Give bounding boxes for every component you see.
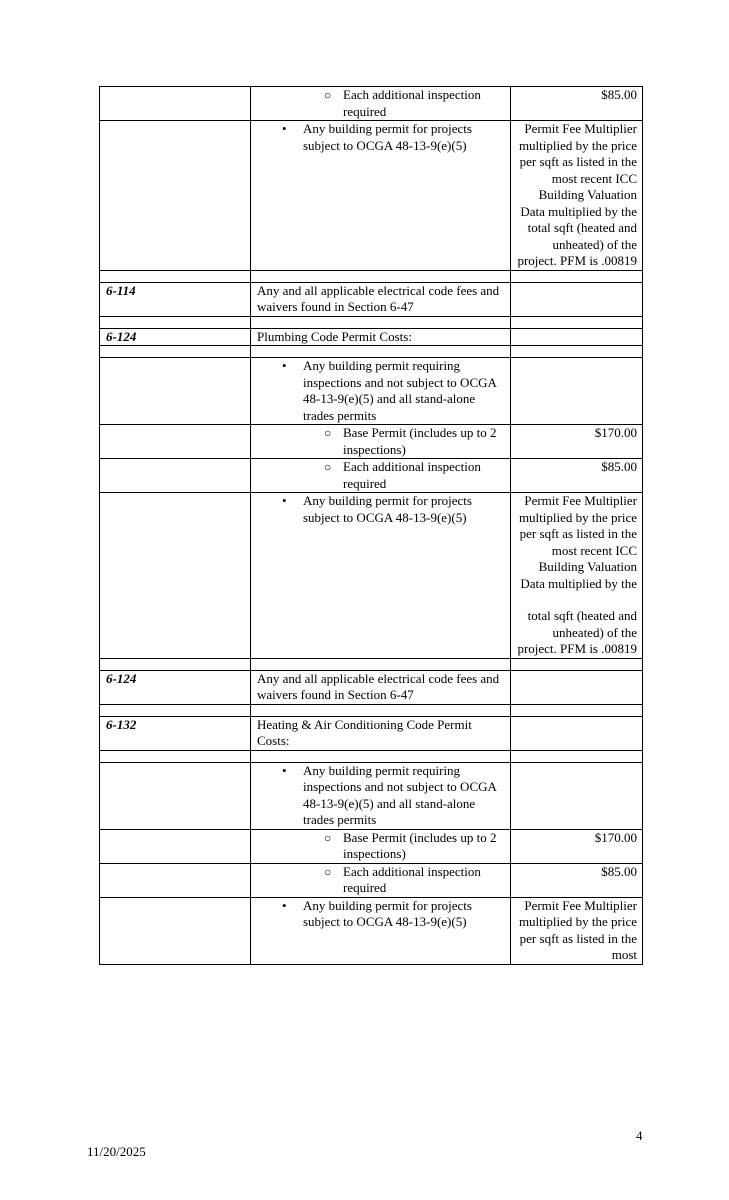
fee-cell	[511, 762, 643, 829]
fee-cell	[511, 358, 643, 425]
item-text: Any building permit for projects subject to OCGA 48-13-9(e)(5)	[303, 897, 472, 929]
code-cell	[100, 425, 251, 459]
item-text: Base Permit (includes up to 2 inspections)	[343, 829, 497, 861]
item-cell	[251, 863, 511, 897]
code-cell	[100, 87, 251, 121]
fee-cell: $170.00	[511, 425, 643, 459]
fee-cell: $85.00	[511, 863, 643, 897]
circle-bullet-icon: ○	[324, 864, 332, 879]
item-cell	[251, 121, 511, 271]
bullet-icon: •	[282, 121, 287, 136]
table-row	[100, 328, 643, 346]
table-row	[100, 425, 643, 459]
item-cell	[251, 493, 511, 659]
code-cell	[100, 493, 251, 659]
fee-cell	[511, 716, 643, 750]
code-cell: 6-132	[100, 716, 251, 750]
bullet-icon: •	[282, 762, 287, 778]
bullet-icon: •	[282, 358, 287, 373]
fee-cell: Permit Fee Multiplier multiplied by the price per sqft as listed in the most	[511, 897, 643, 964]
fee-cell	[511, 282, 643, 316]
item-cell	[251, 829, 511, 863]
item-cell	[251, 425, 511, 459]
table-row	[100, 493, 643, 659]
table-row	[100, 863, 643, 897]
fee-text: Permit Fee Multiplier multiplied by the price per sqft as listed in the most recent ICC Building Valuation Data multiplied by the	[518, 493, 637, 591]
code-cell	[100, 897, 251, 964]
fee-cell	[511, 493, 643, 659]
spacer-row	[100, 346, 643, 358]
table-row	[100, 282, 643, 316]
footer-date: 11/20/2025	[87, 1144, 146, 1159]
code-cell	[100, 762, 251, 829]
code-cell	[100, 459, 251, 493]
spacer-row	[100, 704, 643, 716]
table-row	[100, 358, 643, 425]
circle-bullet-icon: ○	[324, 460, 332, 474]
circle-bullet-icon: ○	[324, 88, 332, 102]
item-text: Any building permit requiring inspections and not subject to OCGA 48-13-9(e)(5) and all stand-alone trades permits	[303, 762, 497, 827]
code-cell	[100, 863, 251, 897]
table-row	[100, 459, 643, 493]
spacer-row	[100, 316, 643, 328]
table-row	[100, 670, 643, 704]
circle-bullet-icon: ○	[324, 830, 332, 845]
item-cell	[251, 762, 511, 829]
item-text: Any building permit requiring inspections and not subject to OCGA 48-13-9(e)(5) and all stand-alone trades permits	[303, 358, 497, 423]
desc-cell: Heating & Air Conditioning Code Permit Costs:	[251, 716, 511, 750]
fee-schedule-table	[99, 86, 643, 965]
page-number: 4	[636, 1128, 643, 1143]
code-cell: 6-124	[100, 328, 251, 346]
fee-cell: $85.00	[511, 459, 643, 493]
item-cell	[251, 358, 511, 425]
item-cell	[251, 87, 511, 121]
spacer-row	[100, 658, 643, 670]
fee-cell: Permit Fee Multiplier multiplied by the price per sqft as listed in the most recent ICC Building Valuation Data multiplied by the total sqft (heated and unheated) of the project. PFM is .00819	[511, 121, 643, 271]
table-row	[100, 87, 643, 121]
spacer-row	[100, 270, 643, 282]
code-cell: 6-124	[100, 670, 251, 704]
item-text: Any building permit for projects subject to OCGA 48-13-9(e)(5)	[303, 121, 472, 153]
bullet-icon: •	[282, 493, 287, 508]
spacer-row	[100, 750, 643, 762]
table-row	[100, 121, 643, 271]
bullet-icon: •	[282, 897, 287, 913]
table-row	[100, 716, 643, 750]
item-cell	[251, 897, 511, 964]
desc-cell: Any and all applicable electrical code fees and waivers found in Section 6-47	[251, 282, 511, 316]
code-cell	[100, 829, 251, 863]
code-cell	[100, 358, 251, 425]
item-text: Each additional inspection required	[343, 459, 481, 491]
desc-cell: Any and all applicable electrical code fees and waivers found in Section 6-47	[251, 670, 511, 704]
item-text: Each additional inspection required	[343, 863, 481, 895]
item-text: Any building permit for projects subject to OCGA 48-13-9(e)(5)	[303, 493, 472, 525]
fee-gap	[515, 592, 637, 608]
fee-cell	[511, 670, 643, 704]
item-cell	[251, 459, 511, 493]
item-text: Base Permit (includes up to 2 inspections)	[343, 425, 497, 457]
fee-text: total sqft (heated and unheated) of the project. PFM is .00819	[517, 608, 637, 656]
table-row	[100, 897, 643, 964]
table-row	[100, 829, 643, 863]
desc-cell: Plumbing Code Permit Costs:	[251, 328, 511, 346]
item-text: Each additional inspection required	[343, 87, 481, 119]
circle-bullet-icon: ○	[324, 426, 332, 440]
fee-cell: $85.00	[511, 87, 643, 121]
table-row	[100, 762, 643, 829]
fee-cell: $170.00	[511, 829, 643, 863]
code-cell: 6-114	[100, 282, 251, 316]
code-cell	[100, 121, 251, 271]
fee-cell	[511, 328, 643, 346]
